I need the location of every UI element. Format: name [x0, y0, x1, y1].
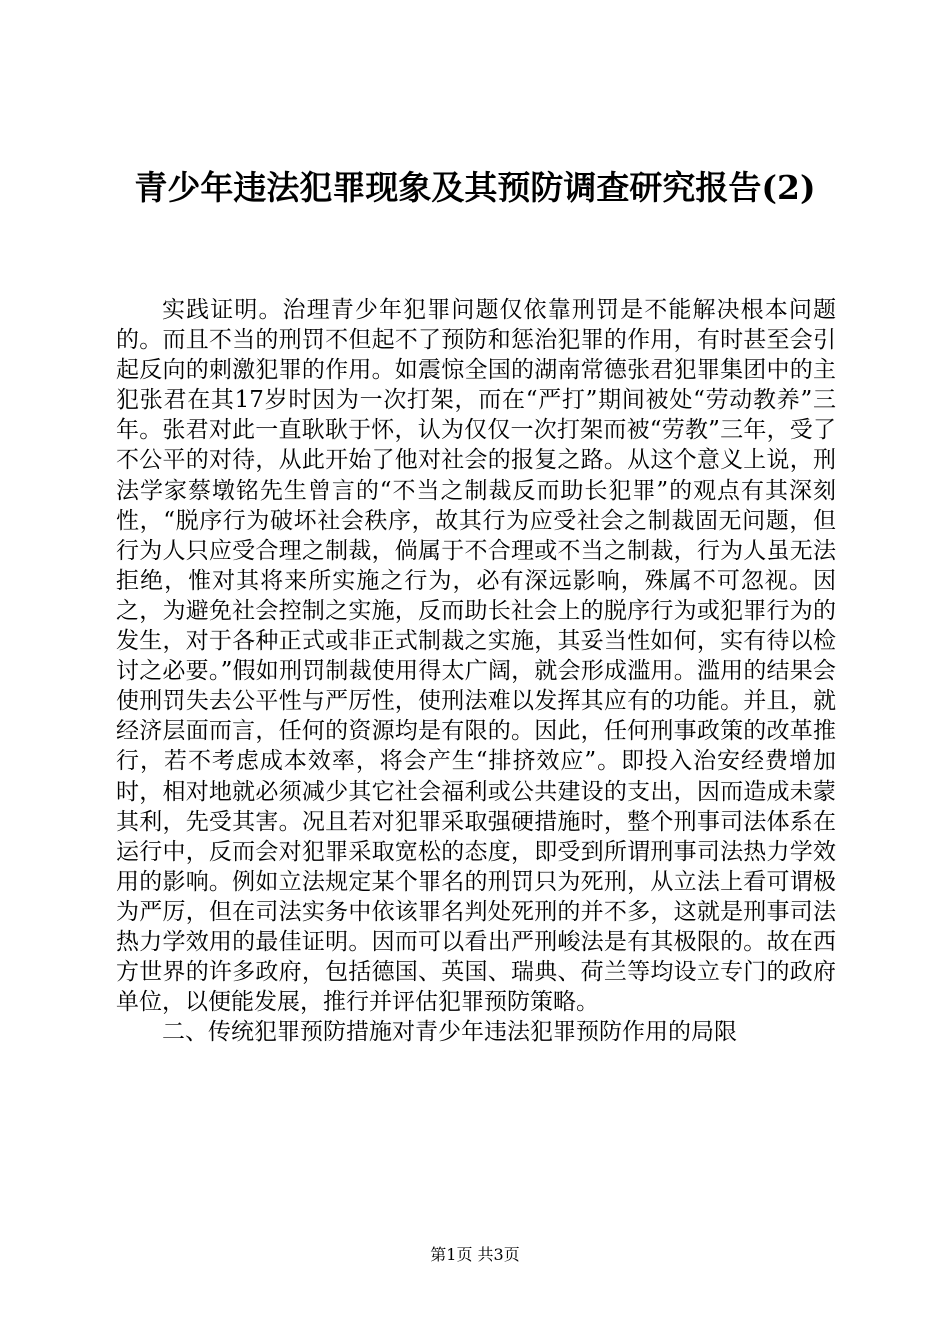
section-heading: 二、传统犯罪预防措施对青少年违法犯罪预防作用的局限 [162, 1019, 737, 1046]
document-body [116, 295, 836, 1047]
page-footer: 第1页 共3页 [430, 1245, 520, 1264]
document-title: 青少年违法犯罪现象及其预防调查研究报告(2) [134, 168, 816, 207]
body-paragraph: 实践证明。治理青少年犯罪问题仅依靠刑罚是不能解决根本问题的。而且不当的刑罚不但起不了预防和惩治犯罪的作用，有时甚至会引起反向的刺激犯罪的作用。如震惊全国的湖南常德张君犯罪集团中的主犯张君在其17岁时因为一次打架，而在“严打”期间被处“劳动教养”三年。张君对此一直耿耿于怀，认为仅仅一次打架而被“劳教”三年，受了不公平的对待，从此开始了他对社会的报复之路。从这个意义上说，刑法学家蔡墩铭先生曾言的“不当之制裁反而助长犯罪”的观点有其深刻性，“脱序行为破坏社会秩序，故其行为应受社会之制裁固无问题，但行为人只应受合理之制裁，倘属于不合理或不当之制裁，行为人虽无法拒绝，惟对其将来所实施之行为，必有深远影响，殊属不可忽视。因之，为避免社会控制之实施，反而助长社会上的脱序行为或犯罪行为的发生，对于各种正式或非正式制裁之实施，其妥当性如何，实有待以检讨之必要。”假如刑罚制裁使用得太广阔，就会形成滥用。滥用的结果会使刑罚失去公平性与严厉性，使刑法难以发挥其应有的功能。并且，就经济层面而言，任何的资源均是有限的。因此，任何刑事政策的改革推行，若不考虑成本效率，将会产生“排挤效应”。即投入治安经费增加时，相对地就必须减少其它社会福利或公共建设的支出，因而造成未蒙其利，先受其害。况且若对犯罪采取强硬措施时，整个刑事司法体系在运行中，反而会对犯罪采取宽松的态度，即受到所谓刑事司法热力学效用的影响。例如立法规定某个罪名的刑罚只为死刑，从立法上看可谓极为严厉，但在司法实务中依该罪名判处死刑的并不多，这就是刑事司法热力学效用的最佳证明。因而可以看出严刑峻法是有其极限的。故在西方世界的许多政府，包括德国、英国、瑞典、荷兰等均设立专门的政府单位，以便能发展，推行并评估犯罪预防策略。 [116, 297, 836, 1016]
